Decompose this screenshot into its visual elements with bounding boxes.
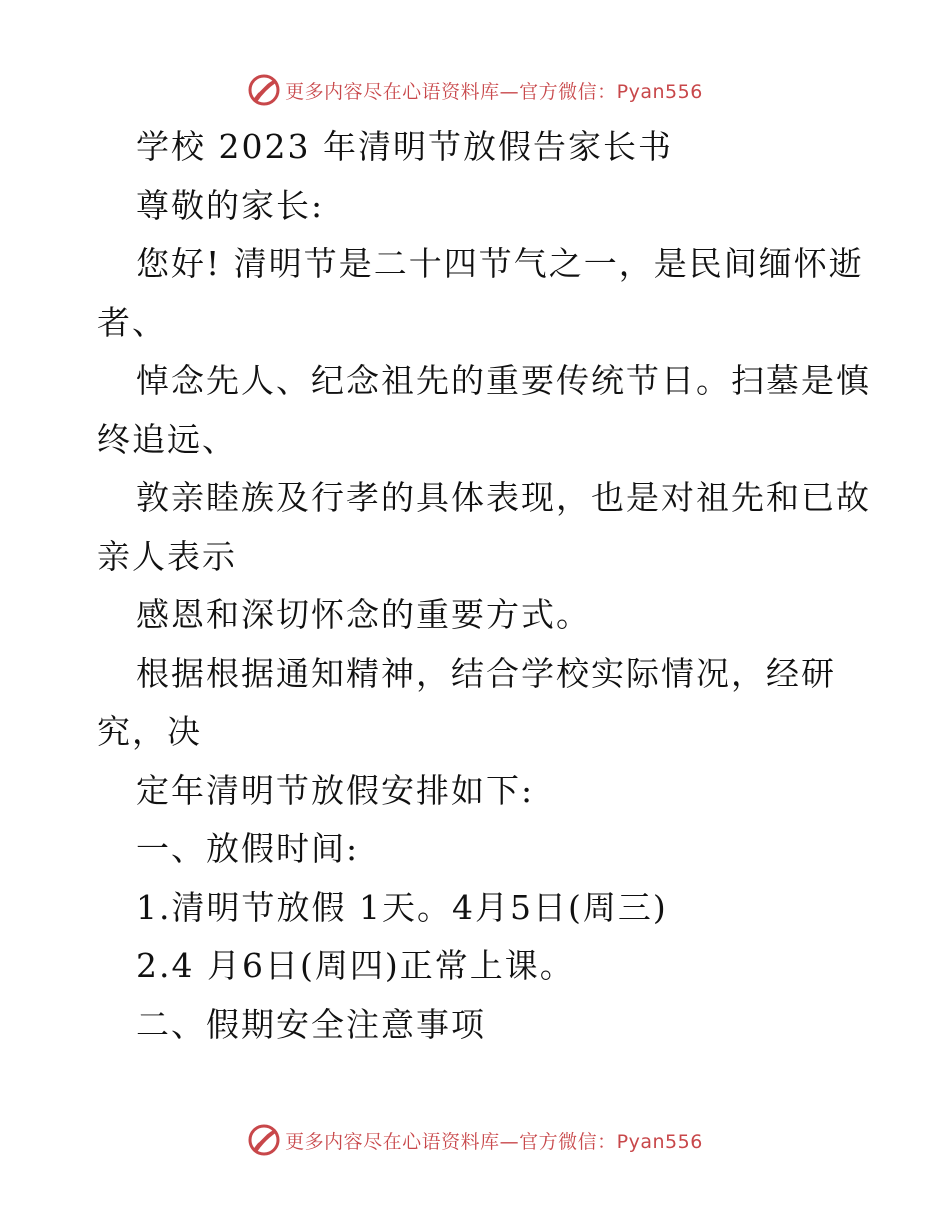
document-line-3: 者、 [97, 302, 167, 342]
document-line-8: 感恩和深切怀念的重要方式。 [136, 595, 591, 634]
document-line-14: 2.4 月6日(周四)正常上课。 [136, 946, 575, 985]
footer-watermark-text: 更多内容尽在心语资料库—官方微信：Pyan556 [285, 1130, 703, 1153]
document-line-7: 亲人表示 [97, 536, 237, 576]
document-line-6: 敦亲睦族及行孝的具体表现，也是对祖先和已故 [136, 478, 871, 517]
brush-logo-icon [247, 73, 281, 107]
document-line-11: 定年清明节放假安排如下: [136, 770, 535, 810]
header-watermark-banner [0, 70, 950, 110]
document-line-9: 根据根据通知精神，结合学校实际情况，经研 [136, 653, 836, 693]
document-line-1: 尊敬的家长: [136, 185, 325, 225]
document-body [97, 118, 871, 1054]
document-line-2: 您好! 清明节是二十四节气之一，是民间缅怀逝 [136, 244, 864, 283]
document-line-15: 二、假期安全注意事项 [136, 1004, 486, 1044]
document-line-5: 终追远、 [97, 419, 237, 459]
document-line-0: 学校 2023 年清明节放假告家长书 [136, 127, 673, 166]
header-watermark-text: 更多内容尽在心语资料库—官方微信：Pyan556 [285, 80, 703, 103]
document-line-12: 一、放假时间: [136, 829, 360, 868]
footer-watermark-banner [0, 1120, 950, 1160]
document-line-4: 悼念先人、纪念祖先的重要传统节日。扫墓是慎 [136, 361, 871, 400]
document-line-10: 究，决 [97, 712, 202, 751]
brush-logo-icon [247, 1123, 281, 1157]
document-line-13: 1.清明节放假 1天。4月5日(周三) [136, 887, 668, 927]
